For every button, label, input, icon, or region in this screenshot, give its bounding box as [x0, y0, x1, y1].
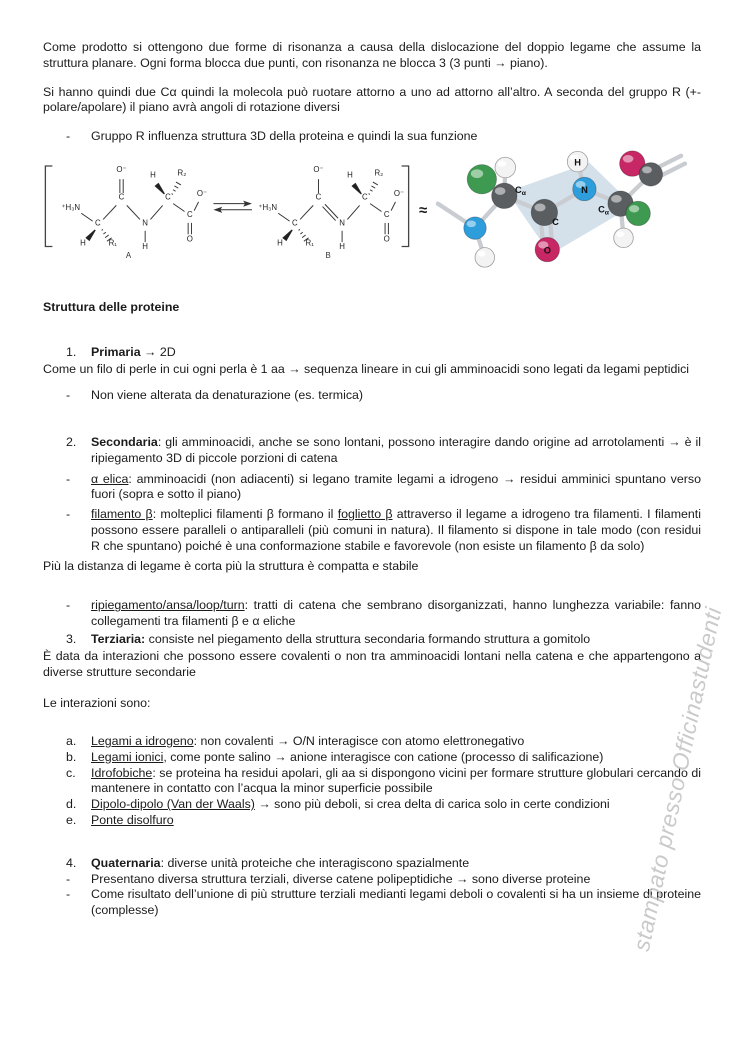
- bullet-dash: -: [66, 388, 71, 403]
- atom-label: H: [347, 170, 353, 180]
- structure-b: [258, 165, 404, 251]
- numbered-item-quaternaria: [66, 856, 701, 872]
- watermark: stampato presso Officinastudenti: [628, 604, 727, 954]
- paragraph-rotation: Si hanno quindi due Cα quindi la molecola può ruotare attorno a uno ad attorno all’altro. A seconda del gruppo R (+- polare/apolare) il piano avrà angoli di rotazione diversi: [43, 84, 701, 115]
- item-number: 2.: [66, 434, 77, 449]
- model-atom-label: $C_\alpha$: [598, 204, 610, 217]
- ball-highlight: [478, 251, 486, 257]
- atom-label: C: [362, 192, 368, 202]
- atom-label: O⁻: [393, 188, 405, 198]
- numbered-item-primaria: [66, 345, 701, 361]
- item-number: 3.: [66, 631, 77, 646]
- item-number: 1.: [66, 344, 77, 359]
- bullet-dash: -: [66, 887, 71, 902]
- list-item: [66, 766, 701, 798]
- interactions-list: [43, 734, 701, 829]
- item-letter: e.: [66, 813, 77, 828]
- ball-highlight: [471, 169, 483, 178]
- item-text: Quaternaria: diverse unità proteiche che interagiscono spazialmente: [91, 855, 470, 870]
- section-heading: Struttura delle proteine: [43, 299, 180, 314]
- bullet-dash: -: [66, 598, 71, 613]
- bullet-quaternaria-1: [66, 872, 701, 888]
- atom-label: O: [383, 234, 390, 244]
- atom-label: ⁺H₃N: [61, 202, 81, 212]
- bullet-quaternaria-2: [66, 887, 701, 919]
- atom-label: O⁻: [196, 188, 208, 198]
- numbered-item-secondaria: [66, 435, 701, 467]
- bullet-dash: -: [66, 507, 71, 522]
- paragraph-primaria: Come un filo di perle in cui ogni perla è 1 aa → sequenza lineare in cui gli amminoacidi sono legati da legami peptidici: [43, 362, 690, 377]
- equilibrium-arrows: [213, 201, 252, 213]
- atom-label: H: [150, 170, 156, 180]
- atom-label: C: [95, 218, 101, 228]
- bullet-text: Non viene alterata da denaturazione (es. termica): [91, 388, 364, 403]
- atom-label: C: [186, 209, 193, 219]
- model-atom-label: N: [581, 184, 589, 195]
- bullet-dash: -: [66, 129, 71, 144]
- item-text: Primaria → 2D: [91, 344, 176, 359]
- ball-highlight: [623, 155, 634, 163]
- model-atom-label: H: [574, 157, 582, 168]
- atom-label: H: [142, 242, 149, 252]
- list-item: [66, 734, 701, 750]
- atom-ball-n: [464, 217, 486, 239]
- list-item: [66, 797, 701, 813]
- atom-label: C: [165, 192, 171, 202]
- atom-label: R₂: [177, 168, 187, 178]
- atom-label: C: [383, 209, 390, 219]
- list-item: [66, 813, 701, 829]
- atom-label: C: [315, 192, 322, 202]
- list-item: [66, 750, 701, 766]
- item-text: Ponte disolfuro: [91, 813, 174, 828]
- structure-label: B: [325, 250, 331, 260]
- model-atom-label: C: [552, 217, 560, 228]
- item-text: Terziaria: consiste nel piegamento della struttura secondaria formando struttura a gomitolo: [91, 631, 591, 646]
- bullet-text: Come risultato dell’unione di più strutture terziali medianti legami deboli o covalenti si ha un insieme di proteine (complesse): [91, 887, 701, 918]
- item-text: Idrofobiche: se proteina ha residui apolari, gli aa si dispongono vicini per formare strutture globulari cercando di mantenere in contatto con l’acqua la minor superficie possibile: [91, 765, 701, 796]
- atom-ball-r: [467, 165, 496, 194]
- atom-label: N: [339, 218, 345, 228]
- figure-row: [41, 147, 701, 284]
- atom-ball-h: [495, 157, 516, 178]
- model-atom-label: O: [543, 245, 552, 256]
- bullet-ripiegamento: [66, 598, 701, 630]
- structure-label: A: [125, 250, 132, 260]
- item-text: Legami a idrogeno: non covalenti → O/N interagisce con atomo elettronegativo: [91, 734, 525, 749]
- atom-ball-r: [626, 201, 650, 225]
- ball-highlight: [611, 195, 622, 203]
- atom-label: N: [142, 218, 149, 228]
- bullet-alfa-elica: [66, 472, 701, 504]
- structure-a: [61, 165, 207, 251]
- ball-highlight: [498, 161, 507, 167]
- atom-label: R₁: [108, 238, 117, 248]
- bullet-gruppo-r: [66, 129, 701, 145]
- item-letter: c.: [66, 765, 76, 780]
- bullet-dash: -: [66, 471, 71, 486]
- item-number: 4.: [66, 855, 77, 870]
- ball-highlight: [535, 203, 546, 211]
- item-text: Secondaria: gli amminoacidi, anche se sono lontani, possono interagire dando origine ad arrotolamenti → è il ripiegamento 3D di piccole porzioni di catena: [91, 434, 701, 465]
- paragraph-distanza: Più la distanza di legame è corta più la struttura è compatta e stabile: [43, 558, 419, 573]
- peptide-3d-model: [433, 147, 687, 284]
- right-bracket: [402, 166, 409, 247]
- atom-label: ⁺H₃N: [258, 202, 278, 212]
- atom-label: O⁻: [313, 165, 324, 175]
- numbered-item-terziaria: [66, 632, 701, 648]
- ball-highlight: [467, 220, 476, 227]
- atom-ball-h: [475, 248, 495, 268]
- bullet-text: Presentano diversa struttura terziali, diverse catene polipeptidiche → sono diverse proteine: [91, 871, 591, 886]
- ball-highlight: [616, 231, 624, 237]
- item-letter: d.: [66, 797, 77, 812]
- atom-label: H: [339, 242, 345, 252]
- approx-symbol: ≈: [419, 201, 428, 219]
- bullet-filamento-beta: [66, 507, 701, 554]
- paragraph-terziaria: È data da interazioni che possono essere covalenti o non tra amminoacidi lontani nella catena e che appartengono a diverse strutture secondarie: [43, 648, 701, 679]
- left-bracket: [45, 166, 52, 247]
- resonance-structures-figure: [41, 159, 413, 262]
- atom-ball-h: [614, 228, 634, 248]
- item-letter: b.: [66, 749, 77, 764]
- item-letter: a.: [66, 734, 77, 749]
- atom-label: R₁: [305, 238, 314, 248]
- atom-ball-c: [492, 183, 517, 208]
- bullet-non-viene: [66, 388, 701, 404]
- atom-label: C: [118, 192, 125, 202]
- atom-label: O: [186, 234, 193, 244]
- bullet-dash: -: [66, 871, 71, 886]
- atom-label: H: [277, 238, 283, 248]
- ball-highlight: [495, 187, 506, 195]
- ball-highlight: [642, 166, 652, 173]
- atom-label: H: [80, 238, 86, 248]
- item-text: Legami ionici, come ponte salino → anione interagisce con catione (processo di salificazione): [91, 749, 604, 764]
- atom-label: C: [291, 218, 298, 228]
- ball-highlight: [629, 205, 639, 212]
- bullet-text: ripiegamento/ansa/loop/turn: tratti di catena che sembrano disorganizzati, hanno lunghezza variabile: fanno collegamenti tra filamenti β e α eliche: [91, 598, 701, 629]
- bullet-text: α elica: amminoacidi (non adiacenti) si legano tramite legami a idrogeno → residui amminici spuntano verso fuori (sopra e sotto il piano): [91, 471, 701, 502]
- atom-label: R₂: [374, 168, 384, 178]
- paragraph-interazioni: Le interazioni sono:: [43, 696, 151, 711]
- item-text: Dipolo-dipolo (Van der Waals) → sono più deboli, si crea delta di carica solo in certe condizioni: [91, 797, 610, 812]
- bullet-text: filamento β: molteplici filamenti β formano il foglietto β attraverso il legame a idrogeno tra filamenti. I filamenti possono essere paralleli o antiparalleli (più comuni in natura). Il filamento si dispone in tale modo (con residui R che spuntano) poiché è una conformazione stabile e favorevole (non esiste un filamento β da solo): [91, 507, 701, 553]
- paragraph-resonance: Come prodotto si ottengono due forme di risonanza a causa della dislocazione del doppio legame che assume la struttura planare. Ogni forma blocca due punti, con risonanza ne blocca 3 (3 punti → piano).: [43, 40, 701, 70]
- model-atom-label: $C_\alpha$: [515, 184, 527, 197]
- atom-ball-c: [639, 163, 662, 186]
- bullet-text: Gruppo R influenza struttura 3D della proteina e quindi la sua funzione: [91, 129, 478, 144]
- atom-label: O⁻: [116, 165, 127, 175]
